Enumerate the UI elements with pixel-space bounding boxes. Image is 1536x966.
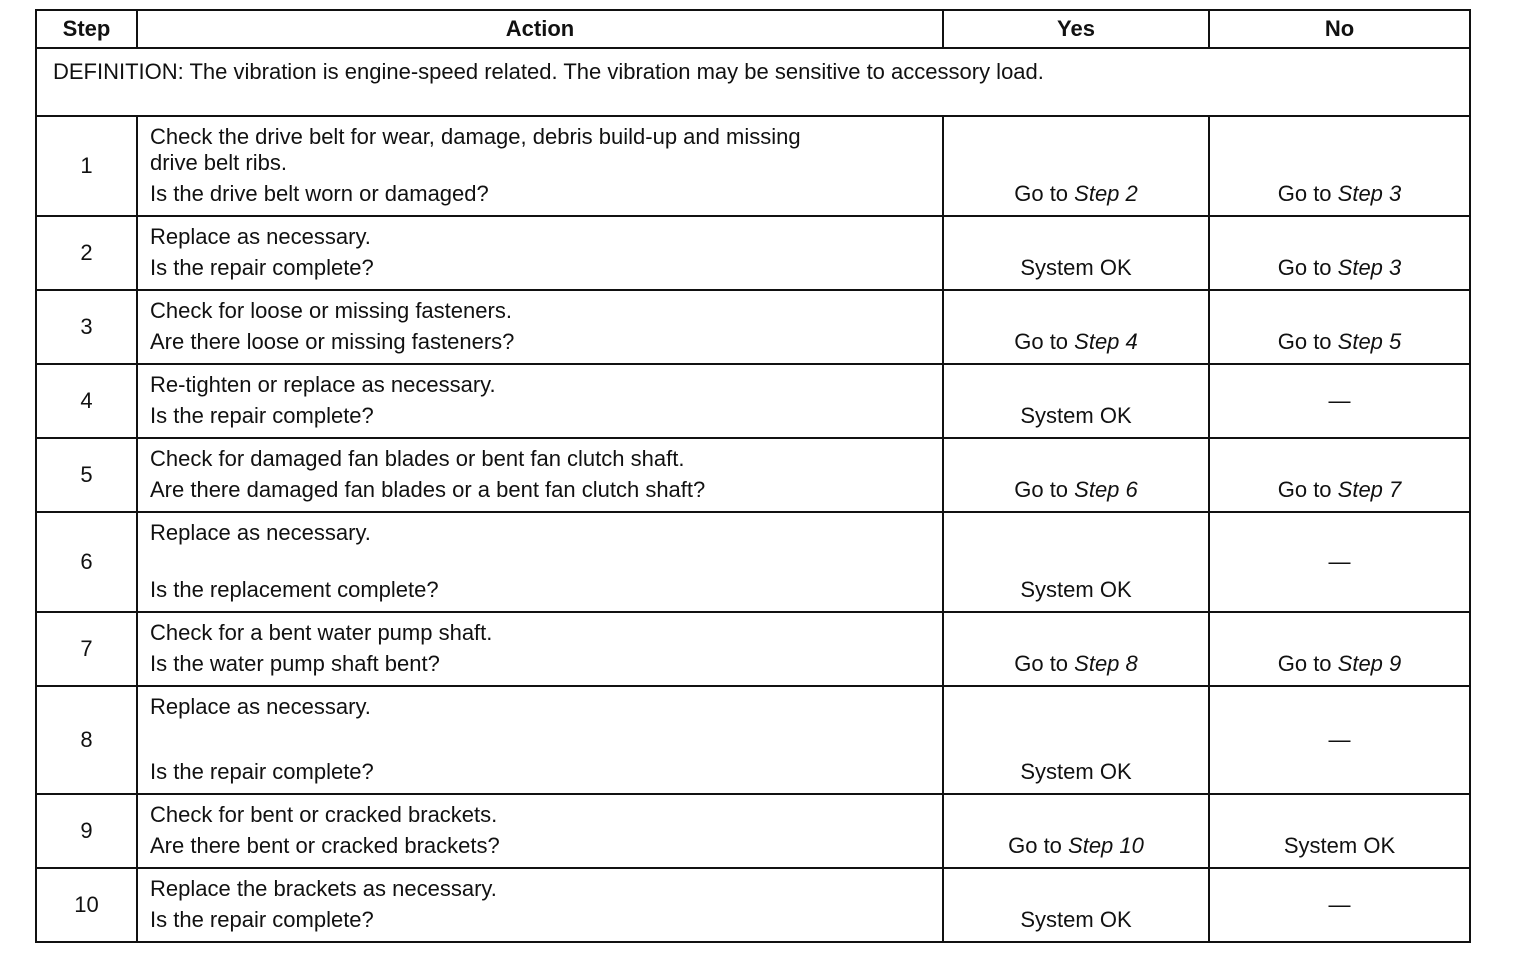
table-row: [36, 438, 1470, 512]
step-number: 1: [36, 116, 137, 216]
definition-text: DEFINITION: The vibration is engine-speed related. The vibration may be sensitive to accessory load.: [36, 48, 1470, 116]
action-cell: [137, 512, 943, 612]
action-question: Is the water pump shaft bent?: [150, 651, 440, 676]
action-cell: [137, 216, 943, 290]
no-outcome: [1209, 686, 1470, 794]
step-number: 9: [36, 794, 137, 868]
action-instruction: Check the drive belt for wear, damage, debris build-up and missing: [150, 124, 801, 149]
header-step: Step: [36, 10, 137, 48]
action-cell: [137, 438, 943, 512]
step-number: 3: [36, 290, 137, 364]
action-cell: [137, 116, 943, 216]
yes-outcome: [943, 116, 1209, 216]
yes-step-link[interactable]: Step 2: [1074, 181, 1138, 206]
action-question: Are there bent or cracked brackets?: [150, 833, 500, 858]
action-instruction: Check for damaged fan blades or bent fan clutch shaft.: [150, 446, 685, 471]
action-instruction: Check for a bent water pump shaft.: [150, 620, 493, 645]
no-outcome: [1209, 364, 1470, 438]
yes-outcome-text: Go to: [1014, 181, 1075, 206]
step-number: 6: [36, 512, 137, 612]
step-number: 7: [36, 612, 137, 686]
no-outcome: [1209, 512, 1470, 612]
table-row: [36, 290, 1470, 364]
yes-step-link[interactable]: Step 6: [1074, 477, 1138, 502]
header-yes: Yes: [943, 10, 1209, 48]
no-step-link[interactable]: Step 5: [1337, 329, 1402, 354]
no-step-link[interactable]: Step 3: [1337, 181, 1402, 206]
yes-outcome: [943, 438, 1209, 512]
no-outcome: [1209, 794, 1470, 868]
action-cell: [137, 612, 943, 686]
no-step-link[interactable]: Step 3: [1337, 255, 1402, 280]
table-row: [36, 794, 1470, 868]
header-row: [36, 10, 1470, 48]
header-action: Action: [137, 10, 943, 48]
definition-row: [36, 48, 1470, 116]
yes-step-link[interactable]: Step 4: [1074, 329, 1138, 354]
action-instruction: Replace as necessary.: [150, 224, 371, 249]
yes-outcome-text: Go to: [1014, 651, 1075, 676]
table-row: [36, 612, 1470, 686]
yes-outcome-text: System OK: [1020, 907, 1132, 932]
no-outcome: [1209, 612, 1470, 686]
action-instruction: Re-tighten or replace as necessary.: [150, 372, 496, 397]
yes-outcome: [943, 290, 1209, 364]
no-outcome: [1209, 290, 1470, 364]
yes-outcome-text: System OK: [1020, 255, 1132, 280]
yes-outcome-text: Go to: [1014, 477, 1075, 502]
action-question: Are there damaged fan blades or a bent fan clutch shaft?: [150, 477, 706, 502]
step-number: 5: [36, 438, 137, 512]
yes-step-link[interactable]: Step 10: [1068, 833, 1144, 858]
yes-outcome-text: Go to: [1008, 833, 1069, 858]
yes-step-link[interactable]: Step 8: [1074, 651, 1138, 676]
no-outcome-text: Go to: [1277, 181, 1338, 206]
no-outcome-text: Go to: [1277, 255, 1338, 280]
table-row: [36, 868, 1470, 942]
no-outcome-text: —: [1328, 892, 1351, 917]
table-row: [36, 216, 1470, 290]
yes-outcome-text: System OK: [1020, 403, 1132, 428]
action-cell: [137, 364, 943, 438]
no-outcome: [1209, 116, 1470, 216]
no-outcome: [1209, 438, 1470, 512]
step-number: 2: [36, 216, 137, 290]
action-cell: [137, 686, 943, 794]
yes-outcome: [943, 868, 1209, 942]
no-outcome-text: —: [1328, 388, 1351, 413]
action-question: Is the replacement complete?: [150, 577, 439, 602]
action-instruction: Replace as necessary.: [150, 694, 371, 719]
no-outcome-text: —: [1328, 549, 1351, 574]
yes-outcome-text: Go to: [1014, 329, 1075, 354]
yes-outcome-text: System OK: [1020, 577, 1132, 602]
no-outcome-text: Go to: [1277, 477, 1338, 502]
yes-outcome-text: System OK: [1020, 759, 1132, 784]
no-outcome-text: Go to: [1277, 651, 1338, 676]
no-step-link[interactable]: Step 7: [1337, 477, 1402, 502]
action-question: Is the repair complete?: [150, 759, 374, 784]
yes-outcome: [943, 364, 1209, 438]
no-outcome-text: —: [1328, 727, 1351, 752]
action-question: Is the repair complete?: [150, 255, 374, 280]
diagnostic-table: [35, 9, 1471, 943]
no-outcome: [1209, 868, 1470, 942]
yes-outcome: [943, 686, 1209, 794]
action-instruction: Check for loose or missing fasteners.: [150, 298, 512, 323]
action-instruction: Replace as necessary.: [150, 520, 371, 545]
action-cell: [137, 868, 943, 942]
yes-outcome: [943, 512, 1209, 612]
action-question: Are there loose or missing fasteners?: [150, 329, 515, 354]
action-cell: [137, 290, 943, 364]
table-row: [36, 364, 1470, 438]
yes-outcome: [943, 612, 1209, 686]
table-row: [36, 116, 1470, 216]
no-step-link[interactable]: Step 9: [1337, 651, 1402, 676]
header-no: No: [1209, 10, 1470, 48]
yes-outcome: [943, 216, 1209, 290]
action-question: Is the repair complete?: [150, 403, 374, 428]
step-number: 8: [36, 686, 137, 794]
action-cell: [137, 794, 943, 868]
table-row: [36, 686, 1470, 794]
action-instruction: drive belt ribs.: [150, 150, 287, 175]
action-question: Is the drive belt worn or damaged?: [150, 181, 489, 206]
action-instruction: Check for bent or cracked brackets.: [150, 802, 498, 827]
no-outcome: [1209, 216, 1470, 290]
table-row: [36, 512, 1470, 612]
step-number: 10: [36, 868, 137, 942]
action-question: Is the repair complete?: [150, 907, 374, 932]
step-number: 4: [36, 364, 137, 438]
no-outcome-text: Go to: [1277, 329, 1338, 354]
yes-outcome: [943, 794, 1209, 868]
no-outcome-text: System OK: [1283, 833, 1396, 858]
action-instruction: Replace the brackets as necessary.: [150, 876, 497, 901]
